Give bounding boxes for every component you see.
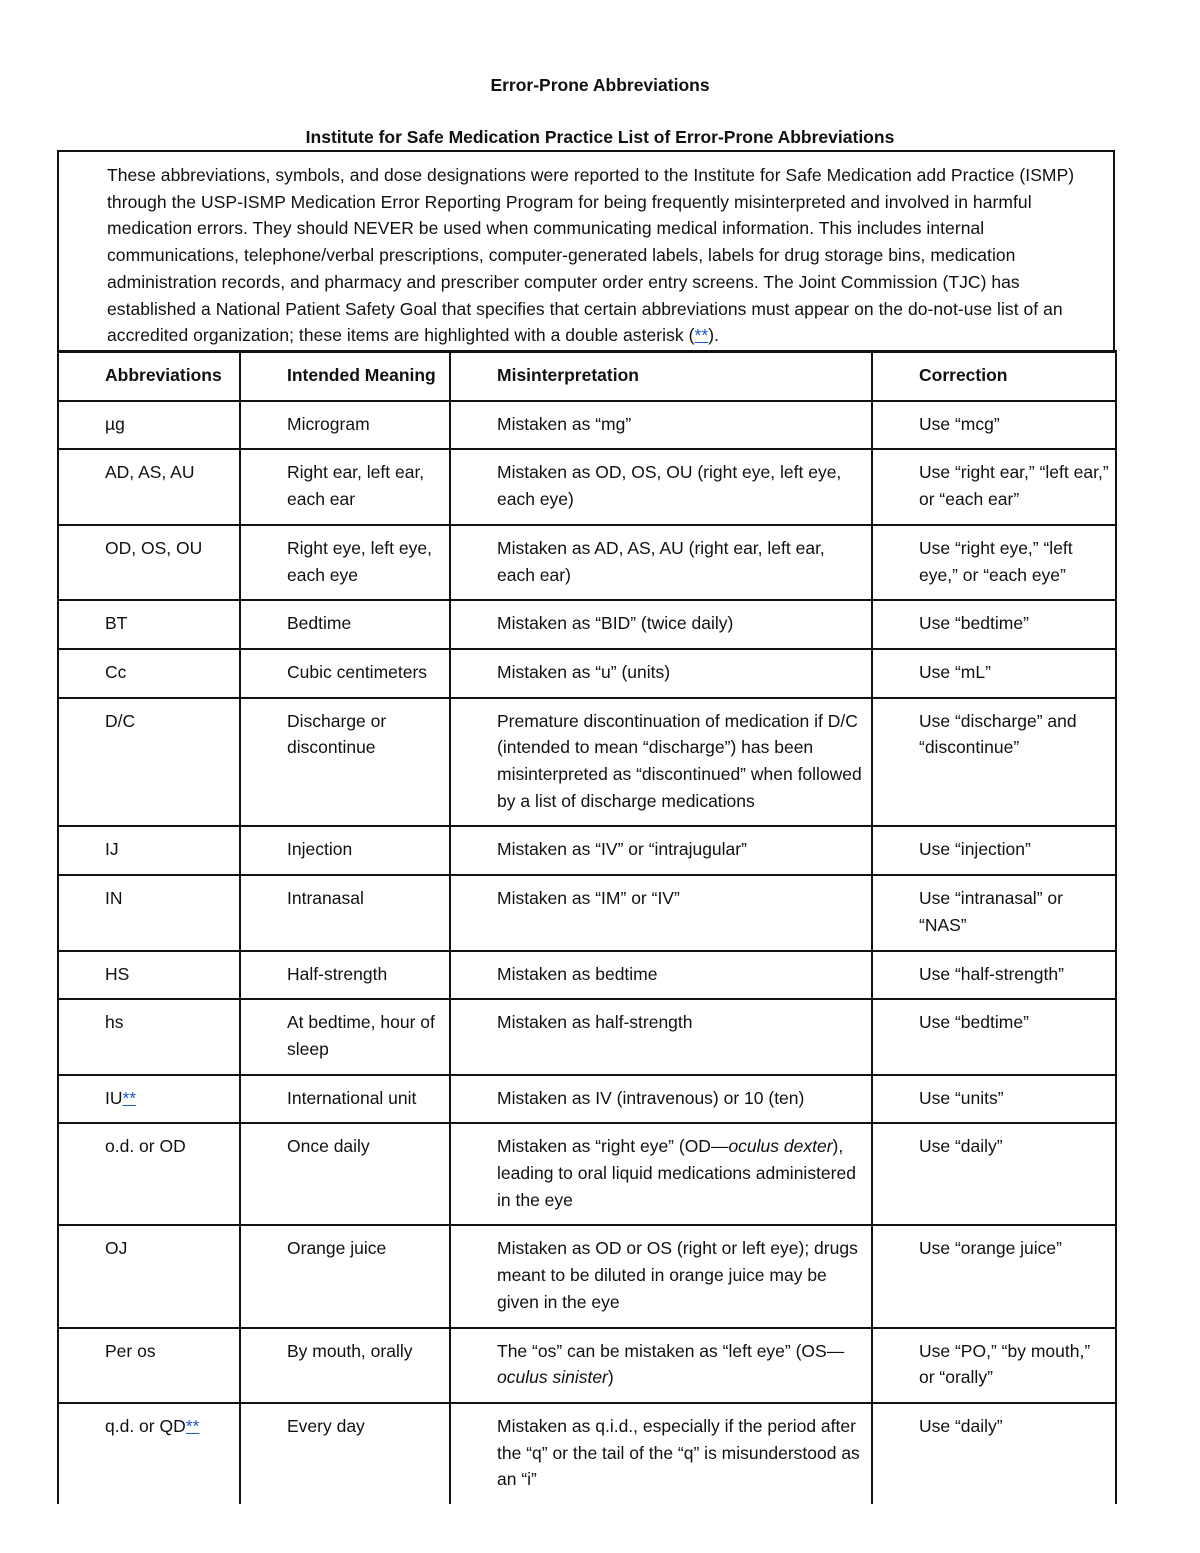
cell-correction: Use “mL” xyxy=(872,649,1116,698)
tjc-asterisk-link[interactable]: ** xyxy=(122,1087,137,1108)
table-header-row xyxy=(58,352,1116,401)
cell-correction: Use “orange juice” xyxy=(872,1225,1116,1327)
abbreviation-text: IU xyxy=(105,1087,123,1108)
abbreviation-text: HS xyxy=(105,963,130,984)
cell-intended-meaning: By mouth, orally xyxy=(240,1328,450,1403)
misinterpretation-latin-term: oculus sinister xyxy=(497,1367,608,1388)
cell-correction: Use “PO,” “by mouth,” or “orally” xyxy=(872,1328,1116,1403)
table-row xyxy=(58,525,1116,600)
cell-abbreviation xyxy=(58,826,240,875)
table-row xyxy=(58,401,1116,450)
cell-misinterpretation: Mistaken as “IV” or “intrajugular” xyxy=(450,826,872,875)
intro-paragraph xyxy=(57,150,1115,351)
cell-misinterpretation xyxy=(450,1123,872,1225)
cell-intended-meaning: Bedtime xyxy=(240,600,450,649)
table-row xyxy=(58,649,1116,698)
cell-abbreviation xyxy=(58,1225,240,1327)
cell-misinterpretation: Mistaken as “BID” (twice daily) xyxy=(450,600,872,649)
cell-abbreviation xyxy=(58,999,240,1074)
cell-misinterpretation: Mistaken as IV (intravenous) or 10 (ten) xyxy=(450,1075,872,1124)
abbreviation-text: D/C xyxy=(105,710,136,731)
cell-correction: Use “half-strength” xyxy=(872,951,1116,1000)
abbreviation-text: AD, AS, AU xyxy=(105,462,195,483)
cell-misinterpretation: Mistaken as OD, OS, OU (right eye, left eye, each eye) xyxy=(450,449,872,524)
table-row xyxy=(58,999,1116,1074)
tjc-asterisk-link[interactable]: ** xyxy=(185,1415,200,1436)
cell-abbreviation xyxy=(58,1075,240,1124)
cell-misinterpretation: Mistaken as AD, AS, AU (right ear, left ear, each ear) xyxy=(450,525,872,600)
cell-abbreviation xyxy=(58,1123,240,1225)
cell-abbreviation xyxy=(58,449,240,524)
table-row xyxy=(58,1328,1116,1403)
cell-misinterpretation: Mistaken as OD or OS (right or left eye); drugs meant to be diluted in orange juice may be given in the eye xyxy=(450,1225,872,1327)
cell-correction: Use “injection” xyxy=(872,826,1116,875)
cell-correction: Use “discharge” and “discontinue” xyxy=(872,698,1116,827)
cell-intended-meaning: Discharge or discontinue xyxy=(240,698,450,827)
cell-misinterpretation: Mistaken as half-strength xyxy=(450,999,872,1074)
cell-intended-meaning: At bedtime, hour of sleep xyxy=(240,999,450,1074)
table-row xyxy=(58,600,1116,649)
page-title: Error-Prone Abbreviations xyxy=(490,75,710,95)
abbreviation-text: hs xyxy=(105,1012,124,1033)
cell-correction: Use “bedtime” xyxy=(872,600,1116,649)
cell-misinterpretation: Mistaken as “mg” xyxy=(450,401,872,450)
cell-correction: Use “daily” xyxy=(872,1123,1116,1225)
table-row xyxy=(58,826,1116,875)
cell-intended-meaning: Intranasal xyxy=(240,875,450,950)
intro-suffix: ). xyxy=(708,325,720,346)
cell-intended-meaning: International unit xyxy=(240,1075,450,1124)
double-asterisk-link[interactable]: ** xyxy=(694,325,709,346)
cell-correction: Use “units” xyxy=(872,1075,1116,1124)
cell-intended-meaning: Cubic centimeters xyxy=(240,649,450,698)
abbreviation-text: IJ xyxy=(105,839,119,860)
cell-misinterpretation: Mistaken as “u” (units) xyxy=(450,649,872,698)
misinterpretation-text: The “os” can be mistaken as “left eye” (OS— xyxy=(497,1340,845,1361)
cell-correction: Use “daily” xyxy=(872,1403,1116,1504)
abbreviation-text: q.d. or QD xyxy=(105,1415,186,1436)
header-misinterpretation: Misinterpretation xyxy=(450,352,872,401)
cell-intended-meaning: Right ear, left ear, each ear xyxy=(240,449,450,524)
cell-misinterpretation: Mistaken as bedtime xyxy=(450,951,872,1000)
cell-abbreviation xyxy=(58,1403,240,1504)
cell-abbreviation xyxy=(58,698,240,827)
cell-intended-meaning: Once daily xyxy=(240,1123,450,1225)
abbreviations-table xyxy=(57,350,1117,1504)
cell-correction: Use “bedtime” xyxy=(872,999,1116,1074)
header-abbreviations: Abbreviations xyxy=(58,352,240,401)
table-row xyxy=(58,698,1116,827)
cell-abbreviation xyxy=(58,875,240,950)
abbreviation-text: o.d. or OD xyxy=(105,1136,186,1157)
header-intended-meaning: Intended Meaning xyxy=(240,352,450,401)
header-correction: Correction xyxy=(872,352,1116,401)
intro-text: These abbreviations, symbols, and dose designations were reported to the Institute for Safe Medication add Practice (ISMP) through the USP-ISMP Medication Error Reporting Program for being frequently misinterpreted and involved in harmful medication errors. They should NEVER be used when communicating medical information. This includes internal communications, telephone/verbal prescriptions, computer-generated labels, labels for drug storage bins, medication administration records, and pharmacy and prescriber computer order entry screens. The Joint Commission (TJC) has established a National Patient Safety Goal that specifies that certain abbreviations must appear on the do-not-use list of an accredited organization; these items are highlighted with a double asterisk ( xyxy=(107,165,1075,346)
abbreviation-text: OD, OS, OU xyxy=(105,537,203,558)
cell-correction: Use “intranasal” or “NAS” xyxy=(872,875,1116,950)
misinterpretation-text-end: ) xyxy=(607,1367,614,1388)
cell-intended-meaning: Injection xyxy=(240,826,450,875)
table-row xyxy=(58,449,1116,524)
cell-intended-meaning: Right eye, left eye, each eye xyxy=(240,525,450,600)
cell-misinterpretation: Mistaken as “IM” or “IV” xyxy=(450,875,872,950)
abbreviation-text: IN xyxy=(105,888,123,909)
cell-intended-meaning: Every day xyxy=(240,1403,450,1504)
table-row xyxy=(58,1123,1116,1225)
cell-abbreviation xyxy=(58,951,240,1000)
table-row xyxy=(58,1403,1116,1504)
abbreviation-text: OJ xyxy=(105,1238,128,1259)
table-row xyxy=(58,1225,1116,1327)
abbreviation-text: µg xyxy=(105,413,125,434)
cell-misinterpretation: Mistaken as q.i.d., especially if the period after the “q” or the tail of the “q” is misunderstood as an “i” xyxy=(450,1403,872,1504)
cell-abbreviation xyxy=(58,525,240,600)
table-row xyxy=(58,1075,1116,1124)
table-row xyxy=(58,951,1116,1000)
cell-intended-meaning: Orange juice xyxy=(240,1225,450,1327)
table-row xyxy=(58,875,1116,950)
cell-abbreviation xyxy=(58,600,240,649)
abbreviation-text: Per os xyxy=(105,1340,156,1361)
cell-intended-meaning: Half-strength xyxy=(240,951,450,1000)
cell-abbreviation xyxy=(58,1328,240,1403)
misinterpretation-latin-term: oculus dexter xyxy=(728,1136,833,1157)
cell-intended-meaning: Microgram xyxy=(240,401,450,450)
cell-correction: Use “mcg” xyxy=(872,401,1116,450)
abbreviation-text: Cc xyxy=(105,661,127,682)
abbreviation-text: BT xyxy=(105,613,128,634)
cell-correction: Use “right eye,” “left eye,” or “each eye” xyxy=(872,525,1116,600)
cell-misinterpretation: Premature discontinuation of medication if D/C (intended to mean “discharge”) has been misinterpreted as “discontinued” when followed by a list of discharge medications xyxy=(450,698,872,827)
misinterpretation-text: Mistaken as “right eye” (OD— xyxy=(497,1136,729,1157)
cell-correction: Use “right ear,” “left ear,” or “each ear” xyxy=(872,449,1116,524)
cell-abbreviation xyxy=(58,649,240,698)
misinterpretation-text-end: ), leading to oral liquid medications administered in the eye xyxy=(497,1136,856,1210)
cell-misinterpretation xyxy=(450,1328,872,1403)
page-subtitle: Institute for Safe Medication Practice List of Error-Prone Abbreviations xyxy=(305,127,895,147)
cell-abbreviation xyxy=(58,401,240,450)
